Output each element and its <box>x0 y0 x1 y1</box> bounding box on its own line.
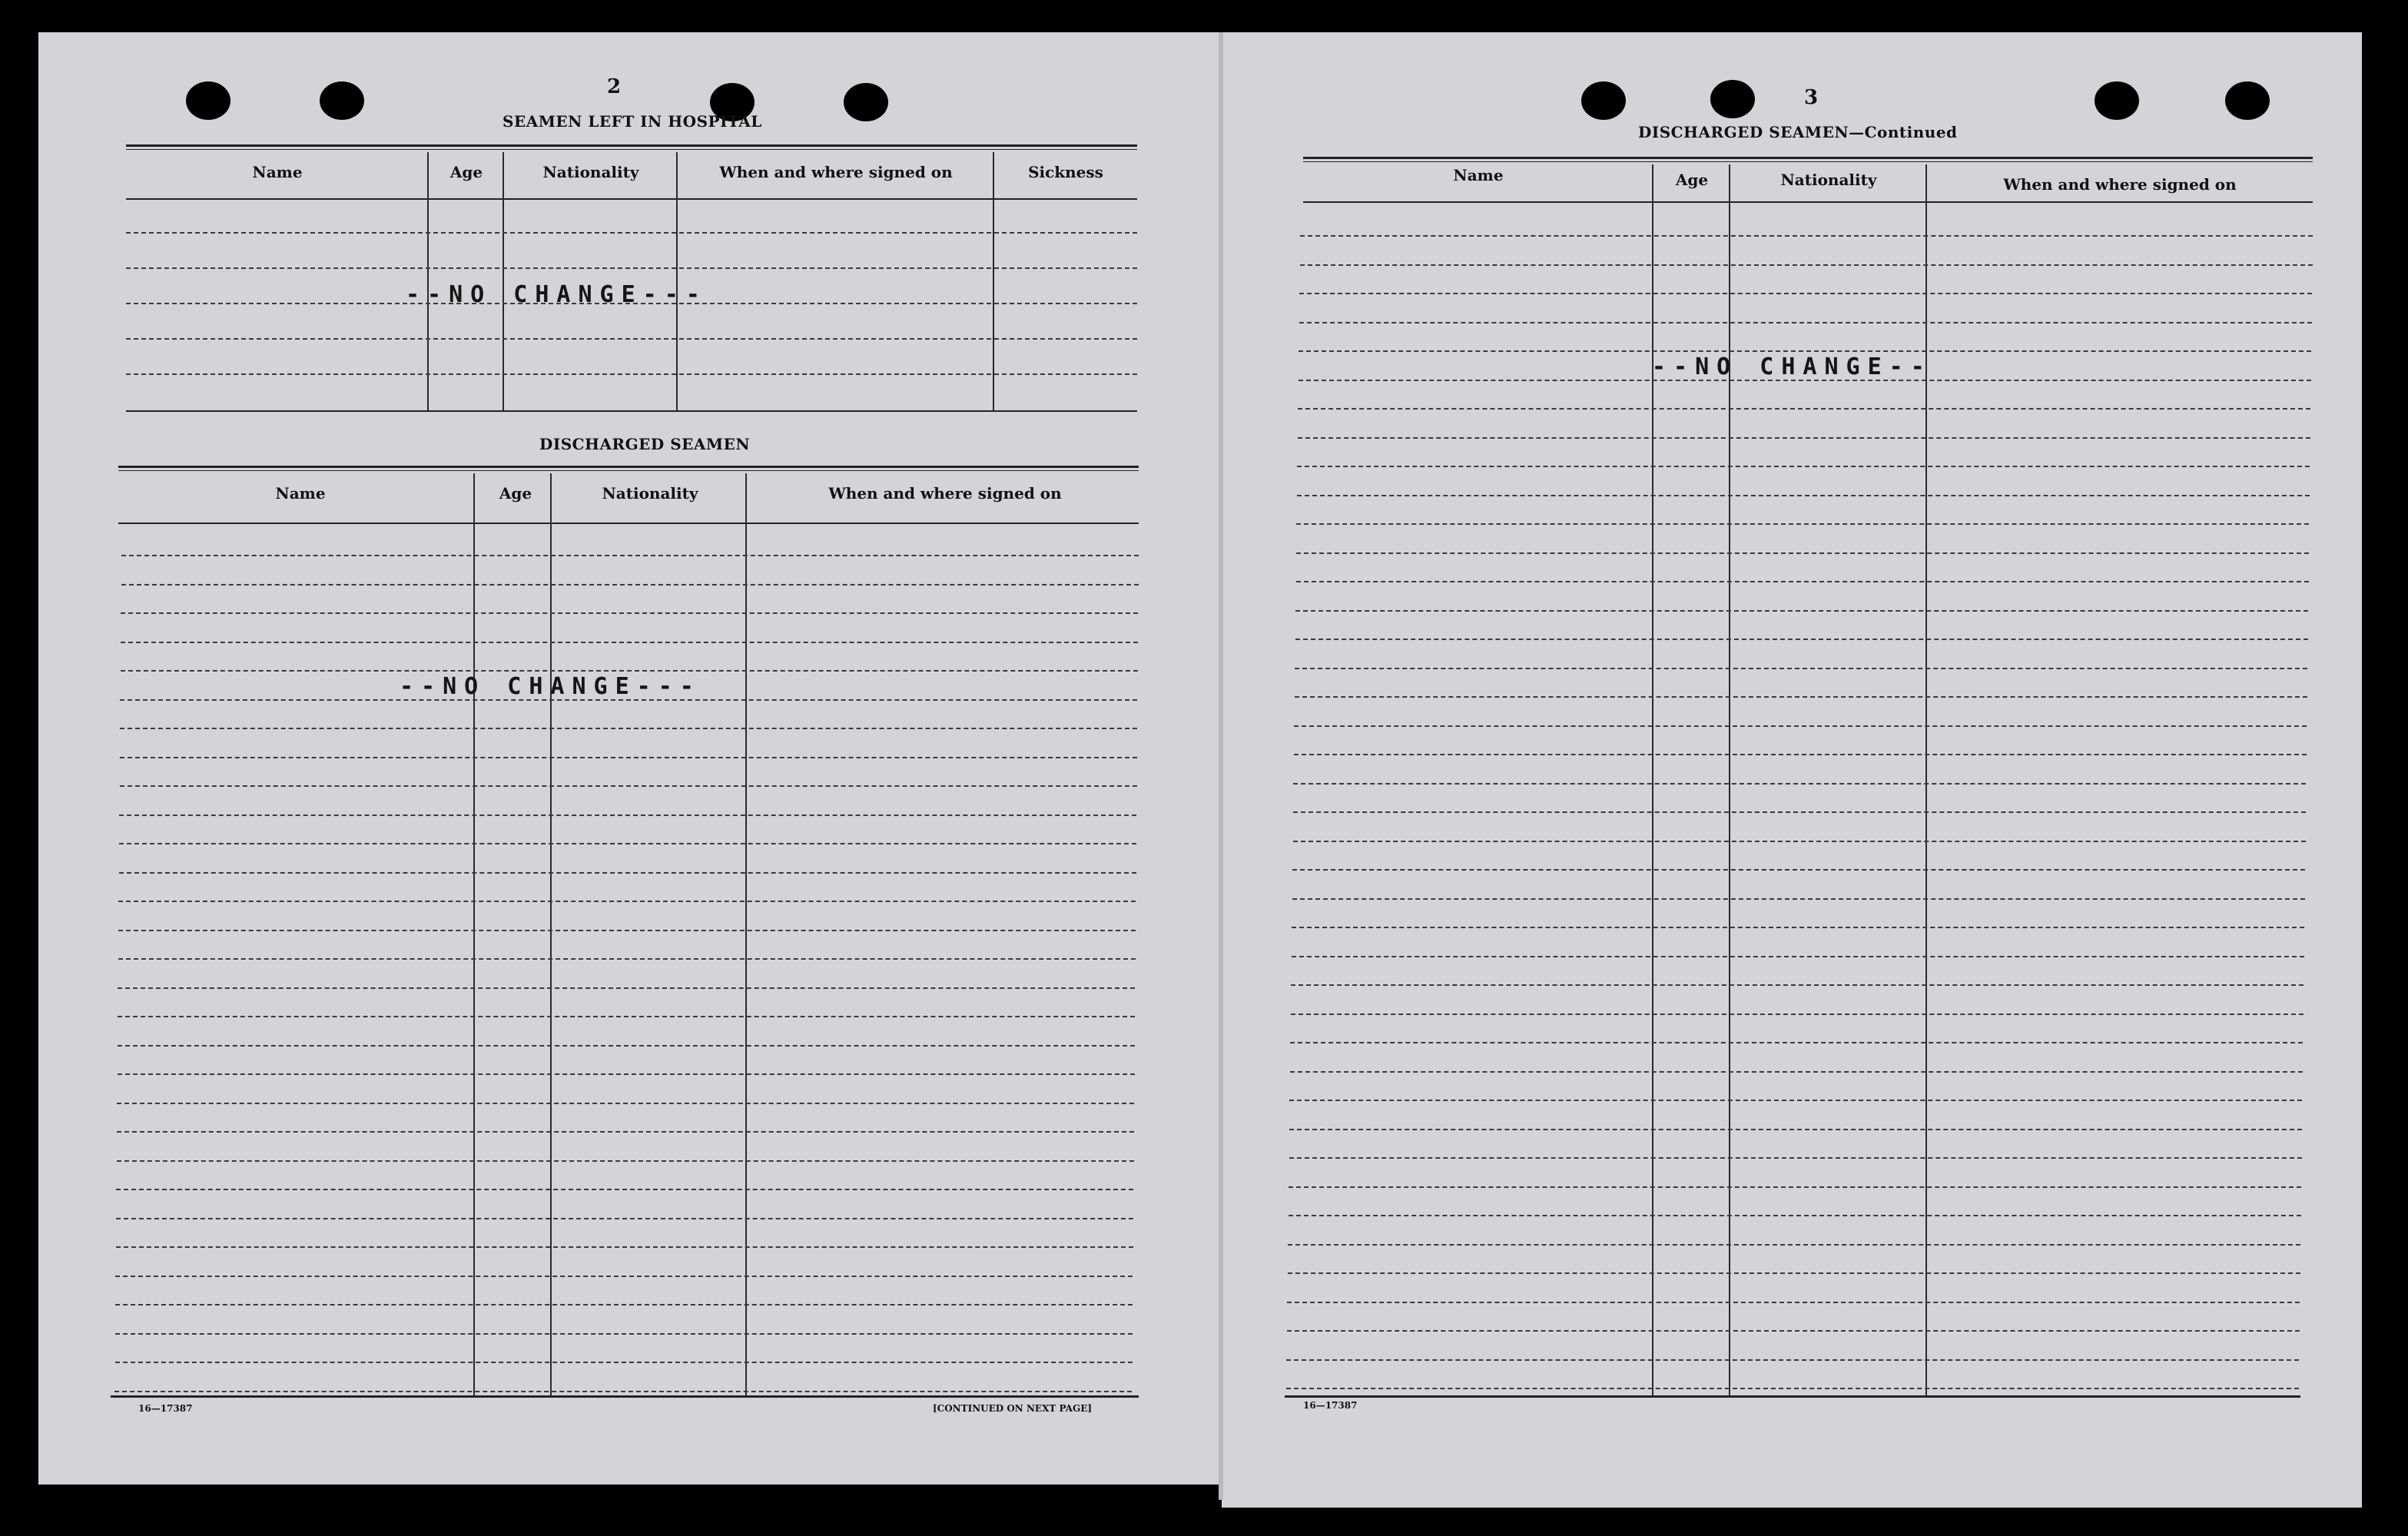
no-change-stamp: --NO CHANGE-- <box>1652 353 1932 380</box>
column-header-nationality: Nationality <box>1780 171 1877 189</box>
table-row-line <box>120 728 1137 729</box>
column-header-signed-on: When and where signed on <box>2003 175 2237 194</box>
section-title-suffix: —Continued <box>1849 123 1958 141</box>
table-row-line <box>115 1304 1133 1305</box>
section-rule <box>126 410 1137 412</box>
table-row-line <box>116 1246 1133 1248</box>
column-divider <box>473 473 475 1395</box>
table-row-line <box>120 757 1137 758</box>
table-row-line <box>1293 783 2306 785</box>
punch-hole <box>1710 80 1755 118</box>
form-number: 16—17387 <box>138 1403 193 1414</box>
double-rule <box>1303 161 2313 162</box>
table-row-line <box>1297 495 2310 496</box>
table-row-line <box>1289 1215 2301 1216</box>
table-row-line <box>1292 927 2304 928</box>
table-row-line <box>1286 1359 2299 1361</box>
table-row-line <box>121 642 1138 643</box>
table-row-line <box>1300 264 2313 266</box>
table-row-line <box>119 872 1136 874</box>
column-header-signed-on: When and where signed on <box>828 484 1062 503</box>
table-row-line <box>120 785 1137 787</box>
table-row-line <box>126 373 1137 375</box>
column-divider <box>1652 164 1653 1395</box>
column-header-age: Age <box>449 163 483 181</box>
table-row-line <box>1288 1244 2300 1246</box>
section-title-discharged: DISCHARGED SEAMEN <box>539 435 751 453</box>
punch-hole <box>844 83 888 121</box>
punch-hole <box>2225 81 2270 120</box>
table-row-line <box>1296 552 2309 554</box>
column-header-name: Name <box>275 484 326 503</box>
column-divider <box>550 473 552 1395</box>
table-row-line <box>1289 1100 2302 1101</box>
column-divider <box>1925 164 1927 1395</box>
header-rule <box>1303 201 2313 203</box>
table-row-line <box>118 987 1135 989</box>
table-row-line <box>1291 984 2304 986</box>
table-row-line <box>1295 696 2307 698</box>
table-row-line <box>1295 639 2308 640</box>
table-row-line <box>114 1391 1132 1392</box>
table-row-line <box>1298 408 2310 410</box>
table-row-line <box>117 1131 1134 1133</box>
table-row-line <box>118 930 1136 931</box>
table-row-line <box>121 555 1139 556</box>
table-row-line <box>116 1218 1133 1219</box>
table-row-line <box>1300 235 2313 237</box>
table-row-line <box>1299 322 2312 323</box>
table-row-line <box>1290 1071 2303 1073</box>
page-number: 2 <box>607 75 622 98</box>
table-row-line <box>118 958 1136 960</box>
right-page <box>1222 32 2362 1508</box>
column-header-age: Age <box>499 484 532 503</box>
table-row-line <box>1289 1157 2302 1159</box>
punch-hole <box>2095 81 2139 120</box>
table-row-line <box>1295 668 2307 669</box>
table-row-line <box>115 1276 1133 1277</box>
column-header-name: Name <box>1453 166 1504 184</box>
table-row-line <box>118 1073 1135 1075</box>
column-header-sickness: Sickness <box>1028 163 1103 181</box>
table-row-line <box>121 584 1139 586</box>
double-rule <box>1303 157 2313 159</box>
table-row-line <box>117 1160 1134 1162</box>
double-rule <box>126 149 1137 150</box>
double-rule <box>126 144 1137 147</box>
table-row-line <box>118 901 1136 902</box>
header-rule <box>126 198 1137 200</box>
column-header-nationality: Nationality <box>542 163 639 181</box>
left-page <box>38 32 1222 1485</box>
table-row-line <box>1296 523 2309 525</box>
table-row-line <box>115 1362 1133 1363</box>
punch-hole <box>186 81 231 120</box>
table-row-line <box>1292 869 2305 871</box>
table-row-line <box>1297 466 2310 467</box>
section-title-text: DISCHARGED SEAMEN <box>1638 123 1849 141</box>
double-rule <box>118 466 1139 468</box>
column-divider <box>1729 164 1730 1395</box>
table-row-line <box>1287 1330 2300 1332</box>
table-bottom-rule <box>1285 1395 2300 1398</box>
table-row-line <box>1292 898 2305 900</box>
table-row-line <box>1288 1272 2300 1274</box>
column-header-signed-on: When and where signed on <box>719 163 953 181</box>
section-title-hospital: SEAMEN LEFT IN HOSPITAL <box>502 112 762 131</box>
column-header-age: Age <box>1675 171 1709 189</box>
table-row-line <box>1293 841 2306 842</box>
page-number: 3 <box>1804 86 1819 109</box>
table-row-line <box>1291 1013 2304 1015</box>
table-row-line <box>1290 1042 2303 1043</box>
table-row-line <box>1287 1302 2300 1303</box>
table-row-line <box>1289 1129 2302 1130</box>
table-row-line <box>118 1016 1135 1017</box>
continued-note: [CONTINUED ON NEXT PAGE] <box>933 1403 1093 1414</box>
page-fold <box>1219 32 1223 1500</box>
table-row-line <box>115 1333 1133 1335</box>
table-row-line <box>1289 1186 2301 1188</box>
punch-hole <box>1581 81 1626 120</box>
table-row-line <box>126 338 1137 340</box>
table-row-line <box>119 843 1136 844</box>
table-row-line <box>1299 350 2311 352</box>
column-header-nationality: Nationality <box>602 484 698 503</box>
table-row-line <box>121 612 1138 614</box>
table-row-line <box>1296 581 2309 582</box>
table-row-line <box>1292 956 2304 957</box>
column-divider <box>993 152 994 410</box>
table-row-line <box>117 1103 1134 1104</box>
column-divider <box>745 473 747 1395</box>
section-title-discharged-continued <box>1638 123 1958 141</box>
no-change-stamp: --NO CHANGE--- <box>400 673 702 700</box>
table-row-line <box>126 267 1137 269</box>
form-number: 16—17387 <box>1303 1400 1358 1411</box>
table-row-line <box>116 1189 1133 1190</box>
column-header-name: Name <box>252 163 303 181</box>
table-row-line <box>1294 754 2307 755</box>
table-bottom-rule <box>111 1395 1139 1398</box>
table-row-line <box>1299 293 2312 294</box>
table-row-line <box>1294 725 2307 727</box>
table-row-line <box>1298 437 2310 439</box>
table-row-line <box>1295 610 2308 612</box>
table-row-line <box>126 232 1137 234</box>
table-row-line <box>121 670 1138 672</box>
table-row-line <box>1286 1388 2299 1389</box>
header-rule <box>118 523 1139 524</box>
table-row-line <box>118 1045 1135 1047</box>
double-rule <box>118 470 1139 471</box>
no-change-stamp: --NO CHANGE--- <box>406 281 708 308</box>
punch-hole <box>320 81 364 120</box>
table-row-line <box>119 814 1136 816</box>
table-row-line <box>1293 811 2306 813</box>
